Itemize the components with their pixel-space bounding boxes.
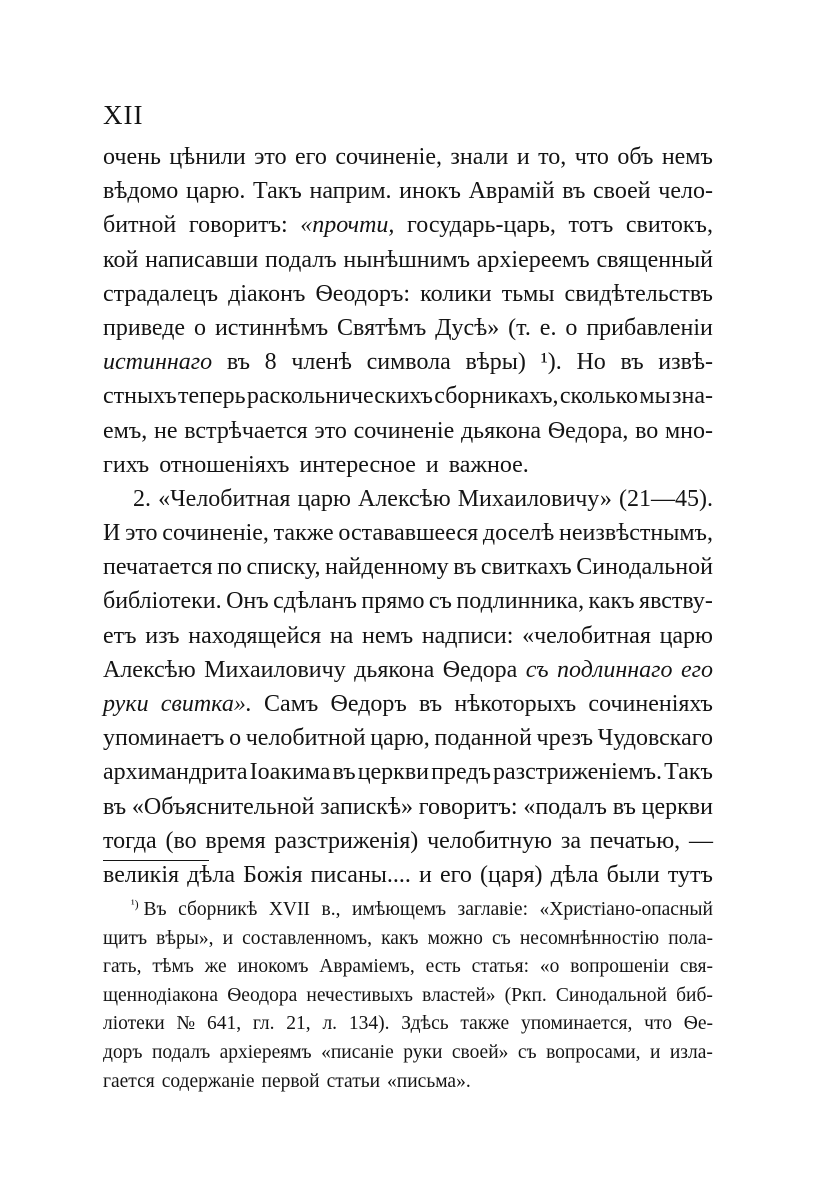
word: печатается (103, 554, 213, 581)
word: Такъ (253, 178, 302, 205)
text-line (103, 448, 713, 482)
word: Самъ (264, 691, 319, 717)
word: доселѣ (482, 520, 555, 547)
word: что (574, 144, 609, 170)
word: въ (562, 178, 586, 205)
word: Ѳеодора (227, 984, 298, 1006)
word: архіереемъ (476, 246, 590, 273)
word: списку, (246, 554, 321, 581)
footnote-line (103, 1068, 713, 1097)
word: сочиненіе, (335, 144, 442, 170)
footnote-entry: ¹) Въ (131, 896, 167, 925)
word: биб- (676, 984, 713, 1006)
word: библіотеки. (103, 588, 222, 615)
word: упоминаетъ (103, 725, 225, 752)
text-line (103, 379, 713, 413)
word: составленномъ, (242, 927, 372, 949)
footnote-line (103, 982, 713, 1011)
word: царю (297, 485, 351, 512)
word: Синодальной (555, 984, 667, 1006)
word: гихъ (103, 451, 150, 478)
word: е. (539, 314, 557, 341)
word: говоритъ: (188, 212, 288, 239)
word: говоритъ: (418, 793, 518, 820)
word: зна- (672, 383, 713, 410)
text-line (103, 345, 713, 379)
word: «челобитная (522, 622, 651, 649)
word: Авраміемъ, (319, 956, 415, 978)
word: свя- (679, 956, 713, 978)
text-line (103, 584, 713, 618)
word: несомнѣнностію (519, 927, 660, 949)
word: челобитной (245, 725, 366, 752)
word: сборникѣ (178, 899, 258, 920)
word: разстриженія) (274, 827, 419, 854)
footnote-line (103, 953, 713, 982)
word: «Челобитная (158, 485, 291, 512)
word: его (295, 144, 327, 170)
word: это (314, 417, 347, 444)
word: и (222, 927, 233, 949)
word: вопрошеніи (570, 956, 670, 978)
word: 134). (348, 1013, 390, 1035)
word: встрѣчается (184, 417, 308, 444)
word: предъ (431, 759, 491, 786)
word: въ (103, 793, 127, 820)
word: Іоакима (249, 759, 331, 786)
word: Дусѣ» (435, 314, 500, 341)
word: истиннѣмъ (214, 314, 329, 341)
word: л. (322, 1013, 338, 1035)
word: етъ (103, 622, 137, 649)
text-line (103, 311, 713, 345)
word: «подалъ (523, 793, 607, 820)
word: «Объяснительной (131, 793, 315, 820)
word: царю (659, 622, 713, 649)
word: Михаиловичу» (457, 485, 612, 512)
word: (Ркп. (504, 984, 547, 1006)
word: печатью, (589, 827, 681, 854)
word: Но (576, 349, 606, 376)
word: Алексѣю (357, 485, 451, 512)
word: можно (427, 927, 483, 949)
word: свидѣтельствъ (564, 280, 713, 307)
word: и (649, 1041, 661, 1063)
word: заглавіе: (457, 899, 528, 920)
footnote-block (103, 896, 713, 1096)
word: немъ (362, 622, 414, 649)
text-line (103, 208, 713, 242)
text-line (103, 243, 713, 277)
word: Алексѣю (103, 656, 196, 683)
word: содержаніе (161, 1070, 255, 1092)
word: тьмы (501, 280, 555, 307)
word: вѣдомо (103, 178, 179, 205)
word: своей» (451, 1041, 509, 1063)
word: дѣла (187, 861, 235, 888)
word: священный (596, 246, 713, 273)
word: явству- (639, 588, 713, 615)
word: вѣры», (156, 927, 214, 949)
word: наприм. (309, 178, 392, 205)
text-line (103, 277, 713, 311)
word: Онъ (226, 588, 269, 615)
word: (т. (508, 314, 531, 341)
text-line (103, 174, 713, 208)
text-line (103, 619, 713, 653)
word: это (125, 520, 158, 547)
word: «писаніе (321, 1041, 394, 1063)
footnote-line (103, 925, 713, 954)
word: Синодальной (576, 554, 713, 581)
word: Здѣсь (401, 1013, 449, 1035)
word: сочиненіяхъ (588, 691, 713, 717)
word: и (516, 144, 530, 170)
word: нынѣшнимъ (343, 246, 470, 273)
word: съ (428, 588, 452, 615)
word: цѣнили (169, 144, 246, 170)
word: сочиненіе, (162, 520, 269, 547)
word: по (217, 554, 242, 581)
word: въ (419, 691, 443, 717)
word: прибавленіи (586, 314, 713, 341)
word: подлиннаго (557, 656, 673, 683)
word: стныхъ (103, 383, 177, 410)
word: страдалецъ (103, 280, 219, 307)
word: отношеніяхъ (159, 451, 290, 478)
word: и (419, 861, 432, 888)
word: царю, (370, 725, 430, 752)
word: Въ (143, 899, 167, 920)
word: своей (593, 178, 651, 205)
word: его (439, 861, 472, 888)
word: первой (261, 1070, 320, 1092)
word: 641, (206, 1013, 242, 1035)
word: (21—45). (618, 485, 713, 512)
word: очень (103, 144, 161, 170)
word: какъ (588, 588, 635, 615)
word: ліотеки (103, 1013, 165, 1035)
word: сдѣланъ (273, 588, 357, 615)
word: тотъ (568, 212, 614, 239)
word: на (329, 622, 354, 649)
word: Ѳе- (683, 1013, 713, 1035)
word: и (425, 451, 439, 478)
word: то, (538, 144, 567, 170)
word: за (560, 827, 582, 854)
word: написавши (145, 246, 259, 273)
word: не (153, 417, 178, 444)
word: подалъ (151, 1041, 211, 1063)
word: Чудовскаго (597, 725, 713, 752)
word: Ѳедоръ (330, 691, 407, 717)
word: съ (517, 1041, 537, 1063)
word: 21, (286, 1013, 311, 1035)
word: его (680, 656, 713, 683)
word: также (460, 1013, 510, 1035)
word: запискѣ» (320, 793, 413, 820)
main-text (103, 140, 713, 892)
word: сочиненіе (353, 417, 455, 444)
word: подлинника, (456, 588, 585, 615)
text-line (103, 858, 713, 892)
word: важное. (448, 451, 529, 478)
text-line (103, 516, 713, 550)
word: какъ (381, 927, 419, 949)
word: церкви (357, 759, 430, 786)
footnote-reference: ¹). (540, 349, 562, 376)
word: есть (425, 956, 461, 978)
word: тѣмъ (152, 956, 194, 978)
word: Аврамій (468, 178, 555, 205)
word: великія (103, 861, 180, 888)
word: находящейся (188, 622, 322, 649)
word: в., (321, 899, 341, 920)
word: тогда (103, 827, 157, 854)
word: неизвѣстнымъ, (559, 520, 713, 547)
word: гл. (252, 1013, 275, 1035)
word: свитокъ, (625, 212, 713, 239)
word: о (565, 314, 578, 341)
footnote-rule (103, 860, 209, 861)
word: чрезъ (536, 725, 594, 752)
text-line (103, 755, 713, 789)
word: Михаиловичу (204, 656, 346, 683)
word: архимандрита (103, 759, 248, 786)
page-number: XII (103, 100, 144, 130)
word: 2. (133, 485, 151, 512)
word: пола- (668, 927, 713, 949)
word: статьи (326, 1070, 381, 1092)
word: интересное (299, 451, 416, 478)
word: Ѳеодоръ: (315, 280, 411, 307)
word: во (635, 417, 659, 444)
word: статья: (471, 956, 530, 978)
word: (во (165, 827, 197, 854)
word: кой (103, 246, 139, 273)
word: Святѣмъ (337, 314, 427, 341)
word: объ (617, 144, 654, 170)
word: членѣ (291, 349, 352, 376)
word: раскольническихъ (246, 383, 433, 410)
word: остававшееся (338, 520, 479, 547)
word: царю. (185, 178, 246, 205)
word: съ (525, 656, 549, 683)
word: руки (103, 691, 149, 717)
word: тутъ (667, 861, 713, 888)
word: въ (332, 759, 356, 786)
word: немъ (661, 144, 713, 170)
text-line (103, 721, 713, 755)
word: Божія (243, 861, 303, 888)
word: знали (450, 144, 509, 170)
word: съ (491, 927, 511, 949)
word: челобитную (427, 827, 553, 854)
word: въ (620, 349, 644, 376)
text-line (103, 790, 713, 824)
word: теперь (177, 383, 246, 410)
word: нечестивыхъ (306, 984, 413, 1006)
word: о (229, 725, 242, 752)
word: упоминается, (520, 1013, 633, 1035)
word: емъ, (103, 417, 148, 444)
text-line (103, 824, 713, 858)
word: время (205, 827, 266, 854)
word: свиткахъ (480, 554, 572, 581)
word: въ (453, 554, 477, 581)
word: о (194, 314, 207, 341)
footnote-line (103, 1010, 713, 1039)
word: дѣла (550, 861, 599, 888)
word: изъ (145, 622, 180, 649)
word: Такъ (664, 759, 713, 786)
word: сборникахъ, (434, 383, 559, 410)
text-line (103, 482, 713, 516)
word: въ (226, 349, 250, 376)
word: инокъ (399, 178, 461, 205)
footnote-line (103, 896, 713, 925)
word: И (103, 520, 121, 547)
word: (царя) (479, 861, 543, 888)
word: что (644, 1013, 672, 1035)
word: государь-царь, (407, 212, 556, 239)
text-line (103, 687, 713, 721)
word: нѣкоторыхъ (454, 691, 577, 717)
word: доръ (103, 1041, 143, 1063)
word: Ѳедора (442, 656, 518, 683)
word: колики (420, 280, 492, 307)
word: вѣры) (465, 349, 526, 376)
word: щеннодіакона (103, 984, 219, 1006)
word: церкви (641, 793, 713, 820)
word: сколько (559, 383, 639, 410)
footnote-line (103, 1039, 713, 1068)
word: 8 (264, 349, 277, 376)
word: же (204, 956, 227, 978)
word: «прочти, (300, 212, 395, 239)
word: дьякона (460, 417, 542, 444)
word: мно- (664, 417, 713, 444)
word: № (176, 1013, 196, 1035)
word: въ (612, 793, 636, 820)
word: свитка». (160, 691, 252, 717)
word: гать, (103, 956, 142, 978)
word: діаконъ (228, 280, 306, 307)
text-line (103, 140, 713, 174)
word: мы (639, 383, 671, 410)
word: XVII (268, 899, 310, 920)
word: Ѳедора, (547, 417, 629, 444)
text-line (103, 414, 713, 448)
word: прямо (361, 588, 425, 615)
word: «письма». (387, 1070, 471, 1092)
word: «Христіано-опасный (539, 899, 713, 920)
word: чело- (658, 178, 713, 205)
word: были (606, 861, 660, 888)
word: найденному (325, 554, 449, 581)
word: также (273, 520, 334, 547)
word: это (254, 144, 287, 170)
word: битной (103, 212, 177, 239)
word: инокомъ (237, 956, 309, 978)
word: архіереямъ (219, 1041, 312, 1063)
word: извѣ- (658, 349, 713, 376)
word: истиннаго (103, 349, 213, 376)
word: надписи: (421, 622, 514, 649)
word: изла- (669, 1041, 713, 1063)
word: дьякона (354, 656, 435, 683)
text-line (103, 653, 713, 687)
word: подалъ (264, 246, 337, 273)
word: разстриженіемъ. (492, 759, 663, 786)
word: писаны.... (310, 861, 411, 888)
word: приведе (103, 314, 186, 341)
word: поданной (434, 725, 532, 752)
word: властей» (422, 984, 496, 1006)
word: гается (103, 1070, 155, 1092)
word: — (688, 827, 713, 854)
word: имѣющемъ (352, 899, 447, 920)
word: щитъ (103, 927, 148, 949)
word: символа (366, 349, 451, 376)
word: «о (539, 956, 560, 978)
text-line (103, 550, 713, 584)
word: руки (403, 1041, 443, 1063)
word: вопросами, (546, 1041, 641, 1063)
